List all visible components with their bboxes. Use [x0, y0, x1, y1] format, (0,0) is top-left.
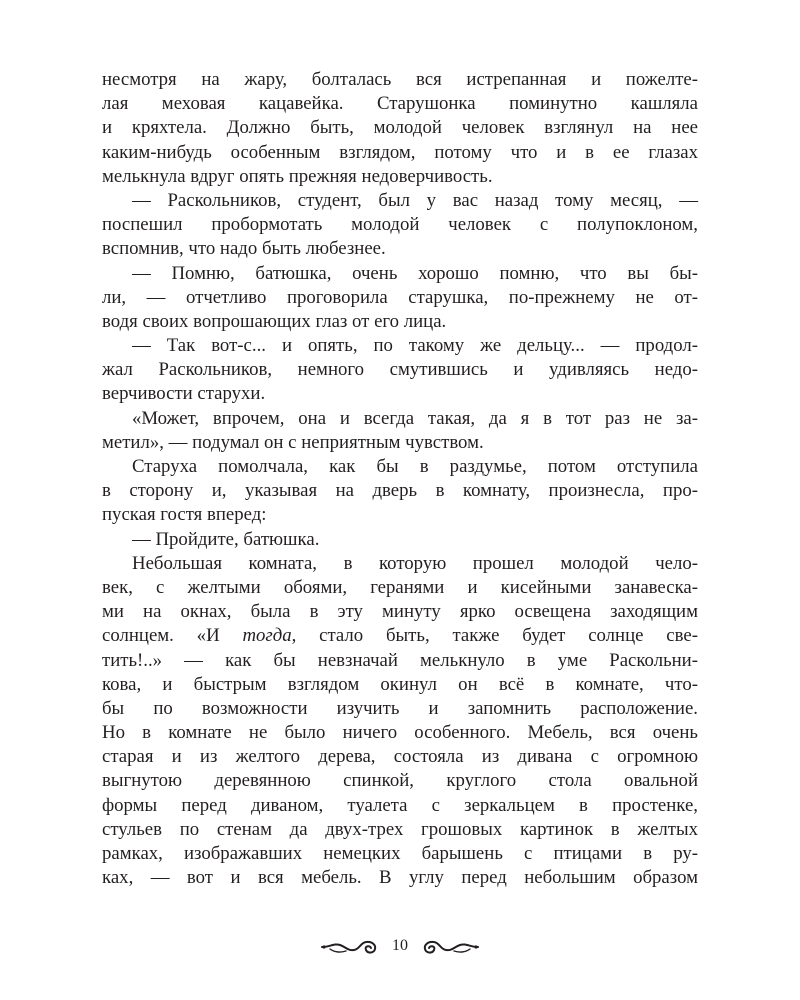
text-line: рамках, изображавших немецких барышень с птицами в ру- — [102, 843, 698, 864]
text-line: Старуха помолчала, как бы в раздумье, потом отступила — [132, 456, 698, 477]
text-line: несмотря на жару, болталась вся истрепанная и пожелте- — [102, 69, 698, 90]
text-line: в сторону и, указывая на дверь в комнату, произнесла, про- — [102, 480, 698, 502]
text-line: поспешил пробормотать молодой человек с полупоклоном, — [102, 214, 698, 236]
text-line: пуская гостя вперед: — [102, 504, 267, 526]
text-line: ми на окнах, была в эту минуту ярко освещена заходящим — [102, 601, 698, 623]
text-line: — Так вот-с... и опять, по такому же дельцу... — продол- — [132, 335, 698, 357]
text-line: мелькнула вдруг опять прежняя недоверчивость. — [102, 165, 493, 187]
flourish-scroll-left-icon — [320, 935, 382, 957]
text-run: солнцем. «И — [102, 625, 243, 647]
text-line: формы перед диваном, туалета с зеркальцем в простенке, — [102, 794, 698, 816]
text-line: ках, — вот и вся мебель. В углу перед небольшим образом — [102, 867, 698, 889]
flourish-scroll-right-icon — [418, 935, 480, 957]
text-line: «Может, впрочем, она и всегда такая, да я в тот раз не за- — [132, 407, 698, 429]
text-line: кова, и быстрым взглядом окинул он всё в комнате, что- — [102, 673, 698, 695]
text-line: Небольшая комната, в которую прошел молодой чело- — [132, 552, 698, 574]
text-line: ли, — отчетливо проговорила старушка, по-прежнему не от- — [102, 286, 698, 308]
text-line — [102, 624, 698, 648]
text-run: , стало быть, также будет солнце све- — [291, 625, 698, 647]
text-line: выгнутою деревянною спинкой, круглого стола овальной — [102, 770, 698, 792]
text-line: верчивости старухи. — [102, 383, 266, 405]
text-line: — Пройдите, батюшка. — [132, 528, 320, 550]
text-line: и кряхтела. Должно быть, молодой человек взглянул на нее — [102, 117, 698, 139]
italic-emphasis: тогда — [242, 625, 292, 647]
text-line: век, с желтыми обоями, геранями и кисейными занавеска- — [102, 576, 698, 598]
text-line: водя своих вопрошающих глаз от его лица. — [102, 310, 447, 332]
text-line: — Раскольников, студент, был у вас назад тому месяц, — — [132, 189, 698, 211]
text-line: стульев по стенам да двух-трех грошовых картинок в желтых — [102, 818, 698, 840]
text-line: бы по возможности изучить и запомнить расположение. — [102, 697, 698, 719]
text-line: вспомнив, что надо быть любезнее. — [102, 238, 386, 260]
text-line: старая и из желтого дерева, состояла из дивана с огромною — [102, 746, 698, 768]
text-line: каким-нибудь особенным взглядом, потому что и в ее глазах — [102, 141, 698, 163]
page-body-text — [102, 68, 698, 890]
text-line: лая меховая кацавейка. Старушонка поминутно кашляла — [102, 93, 698, 115]
page-number: 10 — [392, 937, 408, 954]
text-line: жал Раскольников, немного смутившись и удивляясь недо- — [102, 359, 698, 381]
text-line: — Помню, батюшка, очень хорошо помню, что вы бы- — [132, 262, 698, 284]
text-line: тить!..» — как бы невзначай мелькнуло в уме Раскольни- — [102, 649, 698, 671]
text-line: Но в комнате не было ничего особенного. Мебель, вся очень — [102, 722, 698, 744]
page-footer — [0, 928, 800, 964]
text-line: метил», — подумал он с неприятным чувством. — [102, 431, 484, 453]
